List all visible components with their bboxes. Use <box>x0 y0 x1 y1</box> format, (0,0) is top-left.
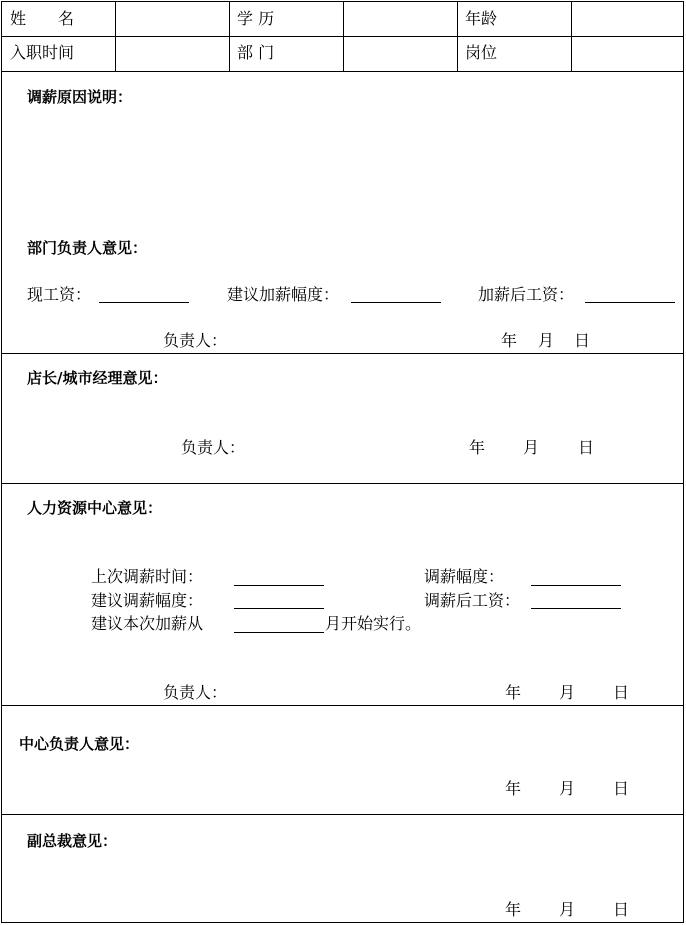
grid-line <box>457 2 458 72</box>
dept-owner-label: 负责人： <box>163 331 228 350</box>
last-adjust-time-label: 上次调薪时间： <box>91 567 204 586</box>
dept-month-label: 月 <box>538 331 555 350</box>
center-opinion-title: 中心负责人意见： <box>19 735 140 753</box>
after-raise-wage-label: 加薪后工资： <box>478 285 575 304</box>
section-divider <box>2 353 683 354</box>
current-wage-input[interactable] <box>99 302 189 303</box>
grid-line <box>229 2 230 72</box>
department-label: 部 门 <box>237 43 275 62</box>
age-field[interactable] <box>572 2 684 36</box>
vp-opinion-title: 副总裁意见： <box>27 832 118 850</box>
name-field[interactable] <box>116 2 228 36</box>
name-label: 姓 名 <box>10 9 75 28</box>
section-divider <box>2 814 683 815</box>
position-field[interactable] <box>572 37 684 71</box>
store-year-label: 年 <box>469 438 486 457</box>
hr-day-label: 日 <box>613 683 630 702</box>
center-month-label: 月 <box>559 779 576 798</box>
start-month-suffix: 月开始实行。 <box>325 614 422 633</box>
position-label: 岗位 <box>465 43 498 62</box>
suggest-adjust-range-label: 建议调薪幅度： <box>91 591 204 610</box>
start-month-prefix: 建议本次加薪从 <box>91 614 204 633</box>
store-month-label: 月 <box>523 438 540 457</box>
section-divider <box>2 483 683 484</box>
current-wage-label: 现工资： <box>27 285 92 304</box>
dept-opinion-title: 部门负责人意见： <box>27 239 148 257</box>
hr-owner-label: 负责人： <box>163 683 228 702</box>
grid-line <box>2 71 683 72</box>
vp-day-label: 日 <box>613 900 630 919</box>
store-day-label: 日 <box>578 438 595 457</box>
vp-month-label: 月 <box>559 900 576 919</box>
hr-month-label: 月 <box>559 683 576 702</box>
salary-adjustment-form <box>1 1 684 923</box>
section-divider <box>2 705 683 706</box>
suggest-raise-label: 建议加薪幅度： <box>227 285 340 304</box>
hr-year-label: 年 <box>505 683 522 702</box>
center-day-label: 日 <box>613 779 630 798</box>
education-field[interactable] <box>344 2 456 36</box>
department-field[interactable] <box>344 37 456 71</box>
age-label: 年龄 <box>465 9 498 28</box>
education-label: 学 历 <box>237 9 275 28</box>
start-month-input[interactable] <box>234 632 324 633</box>
center-year-label: 年 <box>505 779 522 798</box>
dept-day-label: 日 <box>574 331 591 350</box>
suggest-raise-input[interactable] <box>351 302 441 303</box>
vp-year-label: 年 <box>505 900 522 919</box>
adjust-range-input[interactable] <box>531 585 621 586</box>
store-owner-label: 负责人： <box>181 438 246 457</box>
reason-title: 调薪原因说明： <box>27 88 133 106</box>
after-adjust-wage-input[interactable] <box>531 608 621 609</box>
join-date-field[interactable] <box>116 37 228 71</box>
after-raise-wage-input[interactable] <box>585 302 675 303</box>
suggest-adjust-range-input[interactable] <box>234 608 324 609</box>
after-adjust-wage-label: 调薪后工资： <box>424 591 521 610</box>
last-adjust-time-input[interactable] <box>234 585 324 586</box>
adjust-range-label: 调薪幅度： <box>424 567 505 586</box>
join-date-label: 入职时间 <box>10 43 75 62</box>
store-opinion-title: 店长/城市经理意见： <box>27 369 168 387</box>
hr-opinion-title: 人力资源中心意见： <box>27 499 163 517</box>
dept-year-label: 年 <box>501 331 518 350</box>
